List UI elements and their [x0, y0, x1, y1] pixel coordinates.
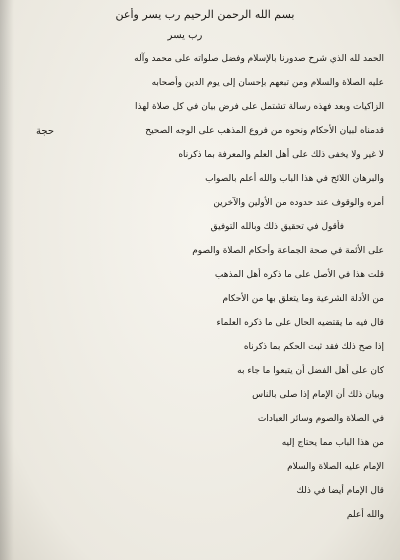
margin-note: حجة	[36, 126, 54, 137]
manuscript-line: من هذا الباب مما يحتاج إليه	[281, 438, 384, 448]
manuscript-line: قال الإمام أيضا في ذلك	[296, 486, 384, 496]
manuscript-line: إذا صح ذلك فقد ثبت الحكم بما ذكرناه	[243, 342, 384, 352]
manuscript-line: كان على أهل الفضل أن يتبعوا ما جاء به	[237, 366, 384, 376]
manuscript-line: قدمناه لبيان الأحكام ونحوه من فروع المذهب على الوجه الصحيح	[145, 126, 384, 136]
manuscript-line: والله أعلم	[346, 510, 384, 520]
manuscript-line: في الصلاة والصوم وسائر العبادات	[257, 414, 384, 424]
manuscript-line: والبرهان اللائح في هذا الباب والله أعلم بالصواب	[205, 174, 384, 184]
manuscript-line: أمره والوقوف عند حدوده من الأولين والآخرين	[213, 198, 384, 208]
manuscript-line: على الأئمة في صحة الجماعة وأحكام الصلاة والصوم	[192, 246, 384, 256]
manuscript-line: الزاكيات وبعد فهذه رسالة تشتمل على فرض بيان في كل صلاة لهذا	[135, 102, 384, 112]
manuscript-line: لا غير ولا يخفى ذلك على أهل العلم والمعرفة بما ذكرناه	[178, 150, 384, 160]
basmala-heading: بسم الله الرحمن الرحيم رب يسر وأعن	[115, 8, 295, 21]
manuscript-line: من الأدلة الشرعية وما يتعلق بها من الأحكام	[222, 294, 384, 304]
manuscript-line: قلت هذا في الأصل على ما ذكره أهل المذهب	[214, 270, 384, 280]
manuscript-line: عليه الصلاة والسلام ومن تبعهم بإحسان إلى يوم الدين وأصحابه	[151, 78, 384, 88]
manuscript-line: قال فيه ما يقتضيه الحال على ما ذكره العلماء	[216, 318, 384, 328]
manuscript-line: فأقول في تحقيق ذلك وبالله التوفيق	[210, 222, 344, 232]
manuscript-text-block	[12, 52, 384, 552]
manuscript-line: الحمد لله الذي شرح صدورنا بالإسلام وفضل صلواته على محمد وآله	[134, 54, 384, 64]
manuscript-line: الإمام عليه الصلاة والسلام	[287, 462, 384, 472]
subheading: رب يسر	[167, 30, 203, 41]
manuscript-line: وبيان ذلك أن الإمام إذا صلى بالناس	[252, 390, 384, 400]
